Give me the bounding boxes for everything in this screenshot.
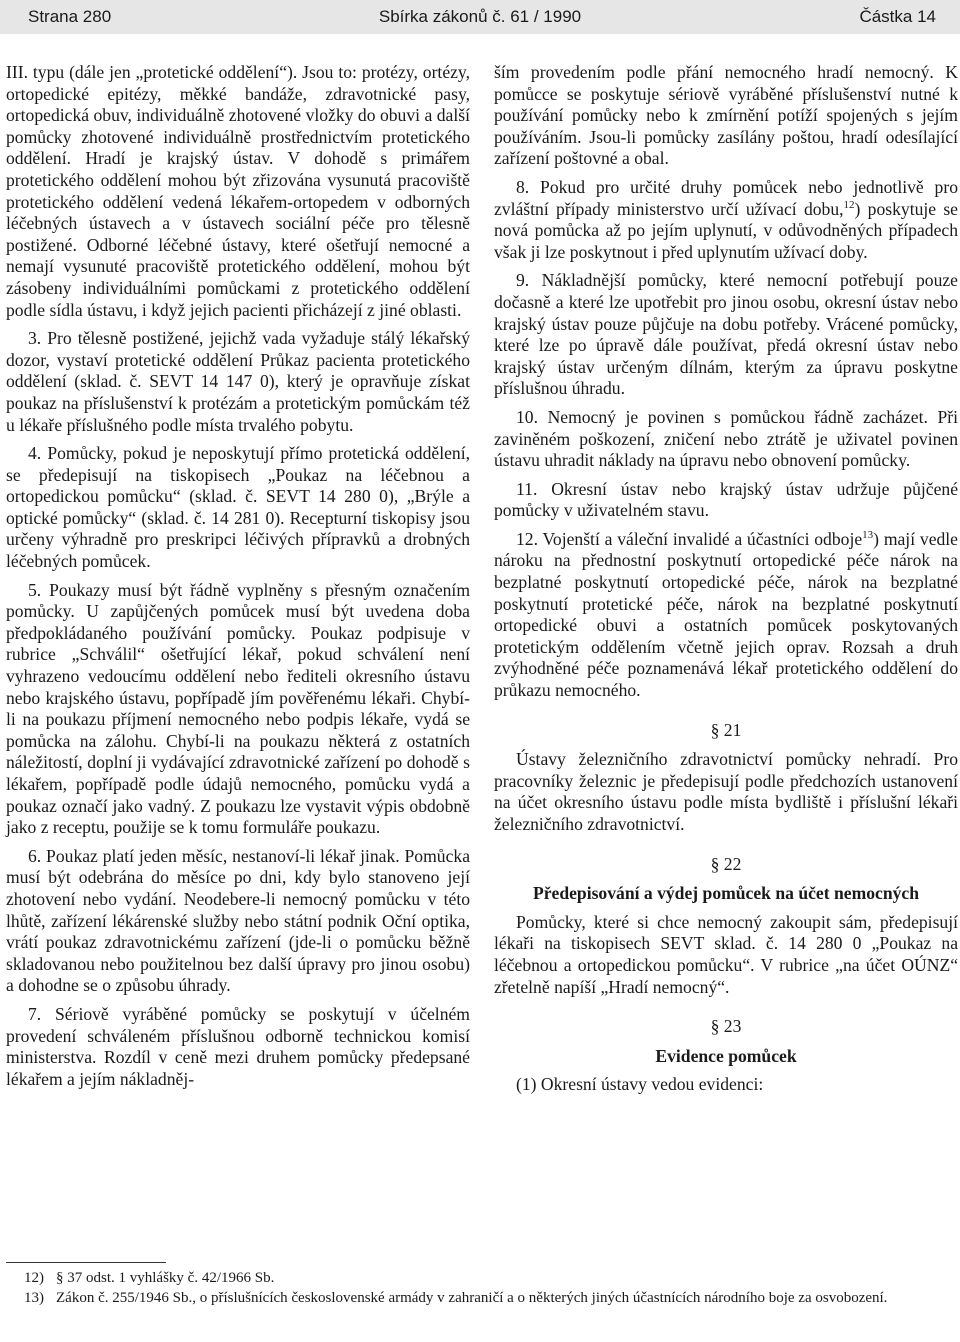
footnote-text: § 37 odst. 1 vyhlášky č. 42/1966 Sb.	[56, 1270, 275, 1286]
page-number: Strana 280	[28, 7, 112, 26]
section-22-text: Pomůcky, které si chce nemocný zakoupit sám, předepisují lékaři na tiskopisech SEVT sklad. č. 14 280 0 „Poukaz na léčebnou a ortopedickou pomůcku“. V rubrice „na účet OÚNZ“ zřetelně napíší „Hradí nemocný“.	[494, 911, 958, 997]
footnote-ref-13: 13	[862, 529, 874, 542]
footnotes	[24, 1269, 954, 1309]
paragraph-6: 6. Poukaz platí jeden měsíc, nestanoví-li lékař jinak. Pomůcka musí být odebrána do měsíce po dni, kdy bylo stanoveno její zhotovení nebo vydání. Neodebere-li nemocný pomůcku v této lhůtě, zařízení lékárenské služby nebo státní podnik Oční optika, vrátí poukaz zdravotnickému zařízení (jde-li o pomůcku běžně skladovanou nebo použitelnou bez další úpravy pro jinou osobu) a dohodne se o způsobu úhrady.	[6, 845, 470, 996]
left-column	[6, 62, 470, 1097]
paragraph-8	[494, 177, 958, 263]
issue-part: Částka 14	[859, 7, 936, 26]
paragraph-12-text-a: 12. Vojenští a váleční invalidé a účastníci odboje	[516, 528, 863, 549]
paragraph-intro: III. typu (dále jen „protetické oddělení“). Jsou to: protézy, ortézy, ortopedické epitézy, měkké bandáže, zdravotnické pasy, ortopedická obuv, individuálně zhotovené vložky do obuvi a další pomůcky zhotovené individuálně prostřednictvím protetického oddělení. Hradí je krajský ústav. V dohodě s primářem protetického oddělení mohou být zřizována vysunutá pracoviště protetického oddělení vedená lékařem-ortopedem v odborných léčebných ústavech a v ústavech sociální péče pro tělesně postižené. Odborné léčebné ústavy, které ošetřují nemocné a nemají vysunuté pracoviště protetického oddělení, mohou být zásobeny individuálními pomůckami z protetického oddělení podle sídla ústavu, i když jejich pacienti přicházejí z jiné oblasti.	[6, 62, 470, 320]
paragraph-8-text-a: 8. Pokud pro určité druhy pomůcek nebo jednotlivě pro zvláštní případy ministerstvo určí užívací dobu,	[494, 176, 958, 219]
paragraph-8-text-b: ) poskytuje se nová pomůcka až po jejím uplynutí, v odůvodněných případech však ji lze poskytnout i před uplynutím užívací doby.	[494, 198, 958, 262]
paragraph-4: 4. Pomůcky, pokud je neposkytují přímo protetická oddělení, se předepisují na tiskopisech „Poukaz na léčebnou a ortopedickou pomůcku“ (sklad. č. SEVT 14 280 0), „Brýle a optické pomůcky“ (sklad. č. 14 281 0). Recepturní tiskopisy jsou určeny výhradně pro preskripci léčivých přípravků a drobných léčebných pomůcek.	[6, 443, 470, 572]
section-22-title: Předepisování a výdej pomůcek na účet nemocných	[532, 883, 920, 904]
publication-title: Sbírka zákonů č. 61 / 1990	[378, 7, 582, 26]
paragraph-3: 3. Pro tělesně postižené, jejichž vada vyžaduje stálý lékařský dozor, vystaví protetické oddělení Průkaz pacienta protetického oddělení (sklad. č. SEVT 14 147 0), který je opravňuje získat poukaz na příslušenství k protézám a protetickým pomůckám též u lékaře příslušného podle místa trvalého pobytu.	[6, 328, 470, 435]
footnote-mark: 12)	[24, 1270, 44, 1286]
footnote	[24, 1269, 954, 1287]
section-23-title: Evidence pomůcek	[655, 1045, 797, 1066]
paragraph-7: 7. Sériově vyráběné pomůcky se poskytují v účelném provedení schváleném příslušnou odborně technickou komisí ministerstva. Rozdíl v ceně mezi druhem pomůcky předepsané lékařem a jejím nákladněj-	[6, 1003, 470, 1089]
footnote	[24, 1289, 954, 1307]
section-22-heading: § 22	[710, 853, 742, 874]
footnote-ref-12: 12	[843, 198, 855, 211]
paragraph-10: 10. Nemocný je povinen s pomůckou řádně zacházet. Při zaviněném poškození, zničení nebo ztrátě je uživatel povinen ústavu uhradit náklady na úpravu nebo obnovení pomůcky.	[494, 406, 958, 471]
page-header	[0, 0, 960, 34]
paragraph-12-text-b: ) mají vedle nároku na přednostní poskytnutí ortopedické péče nárok na bezplatné poskytnutí ortopedické péče, nárok na bezplatné poskytnutí protetické péče, nárok na bezplatné poskytnutí ortopedické obuvi a ostatních pomůcek poskytovaných protetickým oddělením včetně jejich oprav. Rozsah a druh zvýhodněné péče poznamenává lékař protetického oddělení do průkazu nemocného.	[494, 528, 958, 701]
footnote-mark: 13)	[24, 1290, 44, 1306]
paragraph-12	[494, 529, 958, 702]
section-21-text: Ústavy železničního zdravotnictví pomůcky nehradí. Pro pracovníky železnic je předepisují podle předchozích ustanovení na účet okresního ústavu podle místa bydliště i příslušní lékaři železničního zdravotnictví.	[494, 749, 958, 834]
paragraph-continued: ším provedením podle přání nemocného hradí nemocný. K pomůcce se poskytuje sériově vyráběné příslušenství nutné k používání pomůcky nebo k zmírnění potíží spojených s jejím používáním. Jsou-li pomůcky zasílány poštou, hradí odesílající zařízení poštovné a obal.	[494, 62, 958, 169]
section-23-text: (1) Okresní ústavy vedou evidenci:	[516, 1074, 764, 1095]
footnote-text: Zákon č. 255/1946 Sb., o příslušnících československé armády v zahraničí a o některých jiných účastnících národního boje za osvobození.	[56, 1290, 888, 1306]
paragraph-9: 9. Nákladnější pomůcky, které nemocní potřebují pouze dočasně a které lze upotřebit pro jinou osobu, okresní ústav nebo krajský ústav pouze půjčuje na dobu potřeby. Vrácené pomůcky, které lze po úpravě dále používat, předá okresní ústav nebo krajský ústav určeným dílnám, kterým za úpravu poskytne příslušnou úhradu.	[494, 270, 958, 399]
section-23-heading: § 23	[710, 1016, 742, 1037]
right-column	[494, 62, 958, 1103]
paragraph-11: 11. Okresní ústav nebo krajský ústav udržuje půjčené pomůcky v uživatelném stavu.	[494, 478, 958, 521]
section-21-heading: § 21	[710, 719, 742, 740]
footnote-rule	[6, 1262, 166, 1263]
paragraph-5: 5. Poukazy musí být řádně vyplněny s přesným označením pomůcky. U zapůjčených pomůcek musí být uvedena doba předpokládaného používání pomůcky. Poukaz podpisuje v rubrice „Schválil“ ošetřující lékař, pokud schválení není vyhrazeno vedoucímu oddělení nebo řediteli okresního ústavu nebo krajského ústavu, popřípadě jím pověřenému lékaři. Chybí-li na poukazu příjmení nemocného nebo podpis lékaře, vydá se pomůcka na zálohu. Chybí-li na poukazu některá z ostatních náležitostí, doplní ji vydávající zdravotnické zařízení po dohodě s lékařem, popřípadě podle údajů nemocného, pomůcku vydá a poukaz označí jako vadný. Z poukazu lze vystavit výpis obdobně jako z receptu, použije se k tomu formuláře poukazu.	[6, 579, 470, 838]
